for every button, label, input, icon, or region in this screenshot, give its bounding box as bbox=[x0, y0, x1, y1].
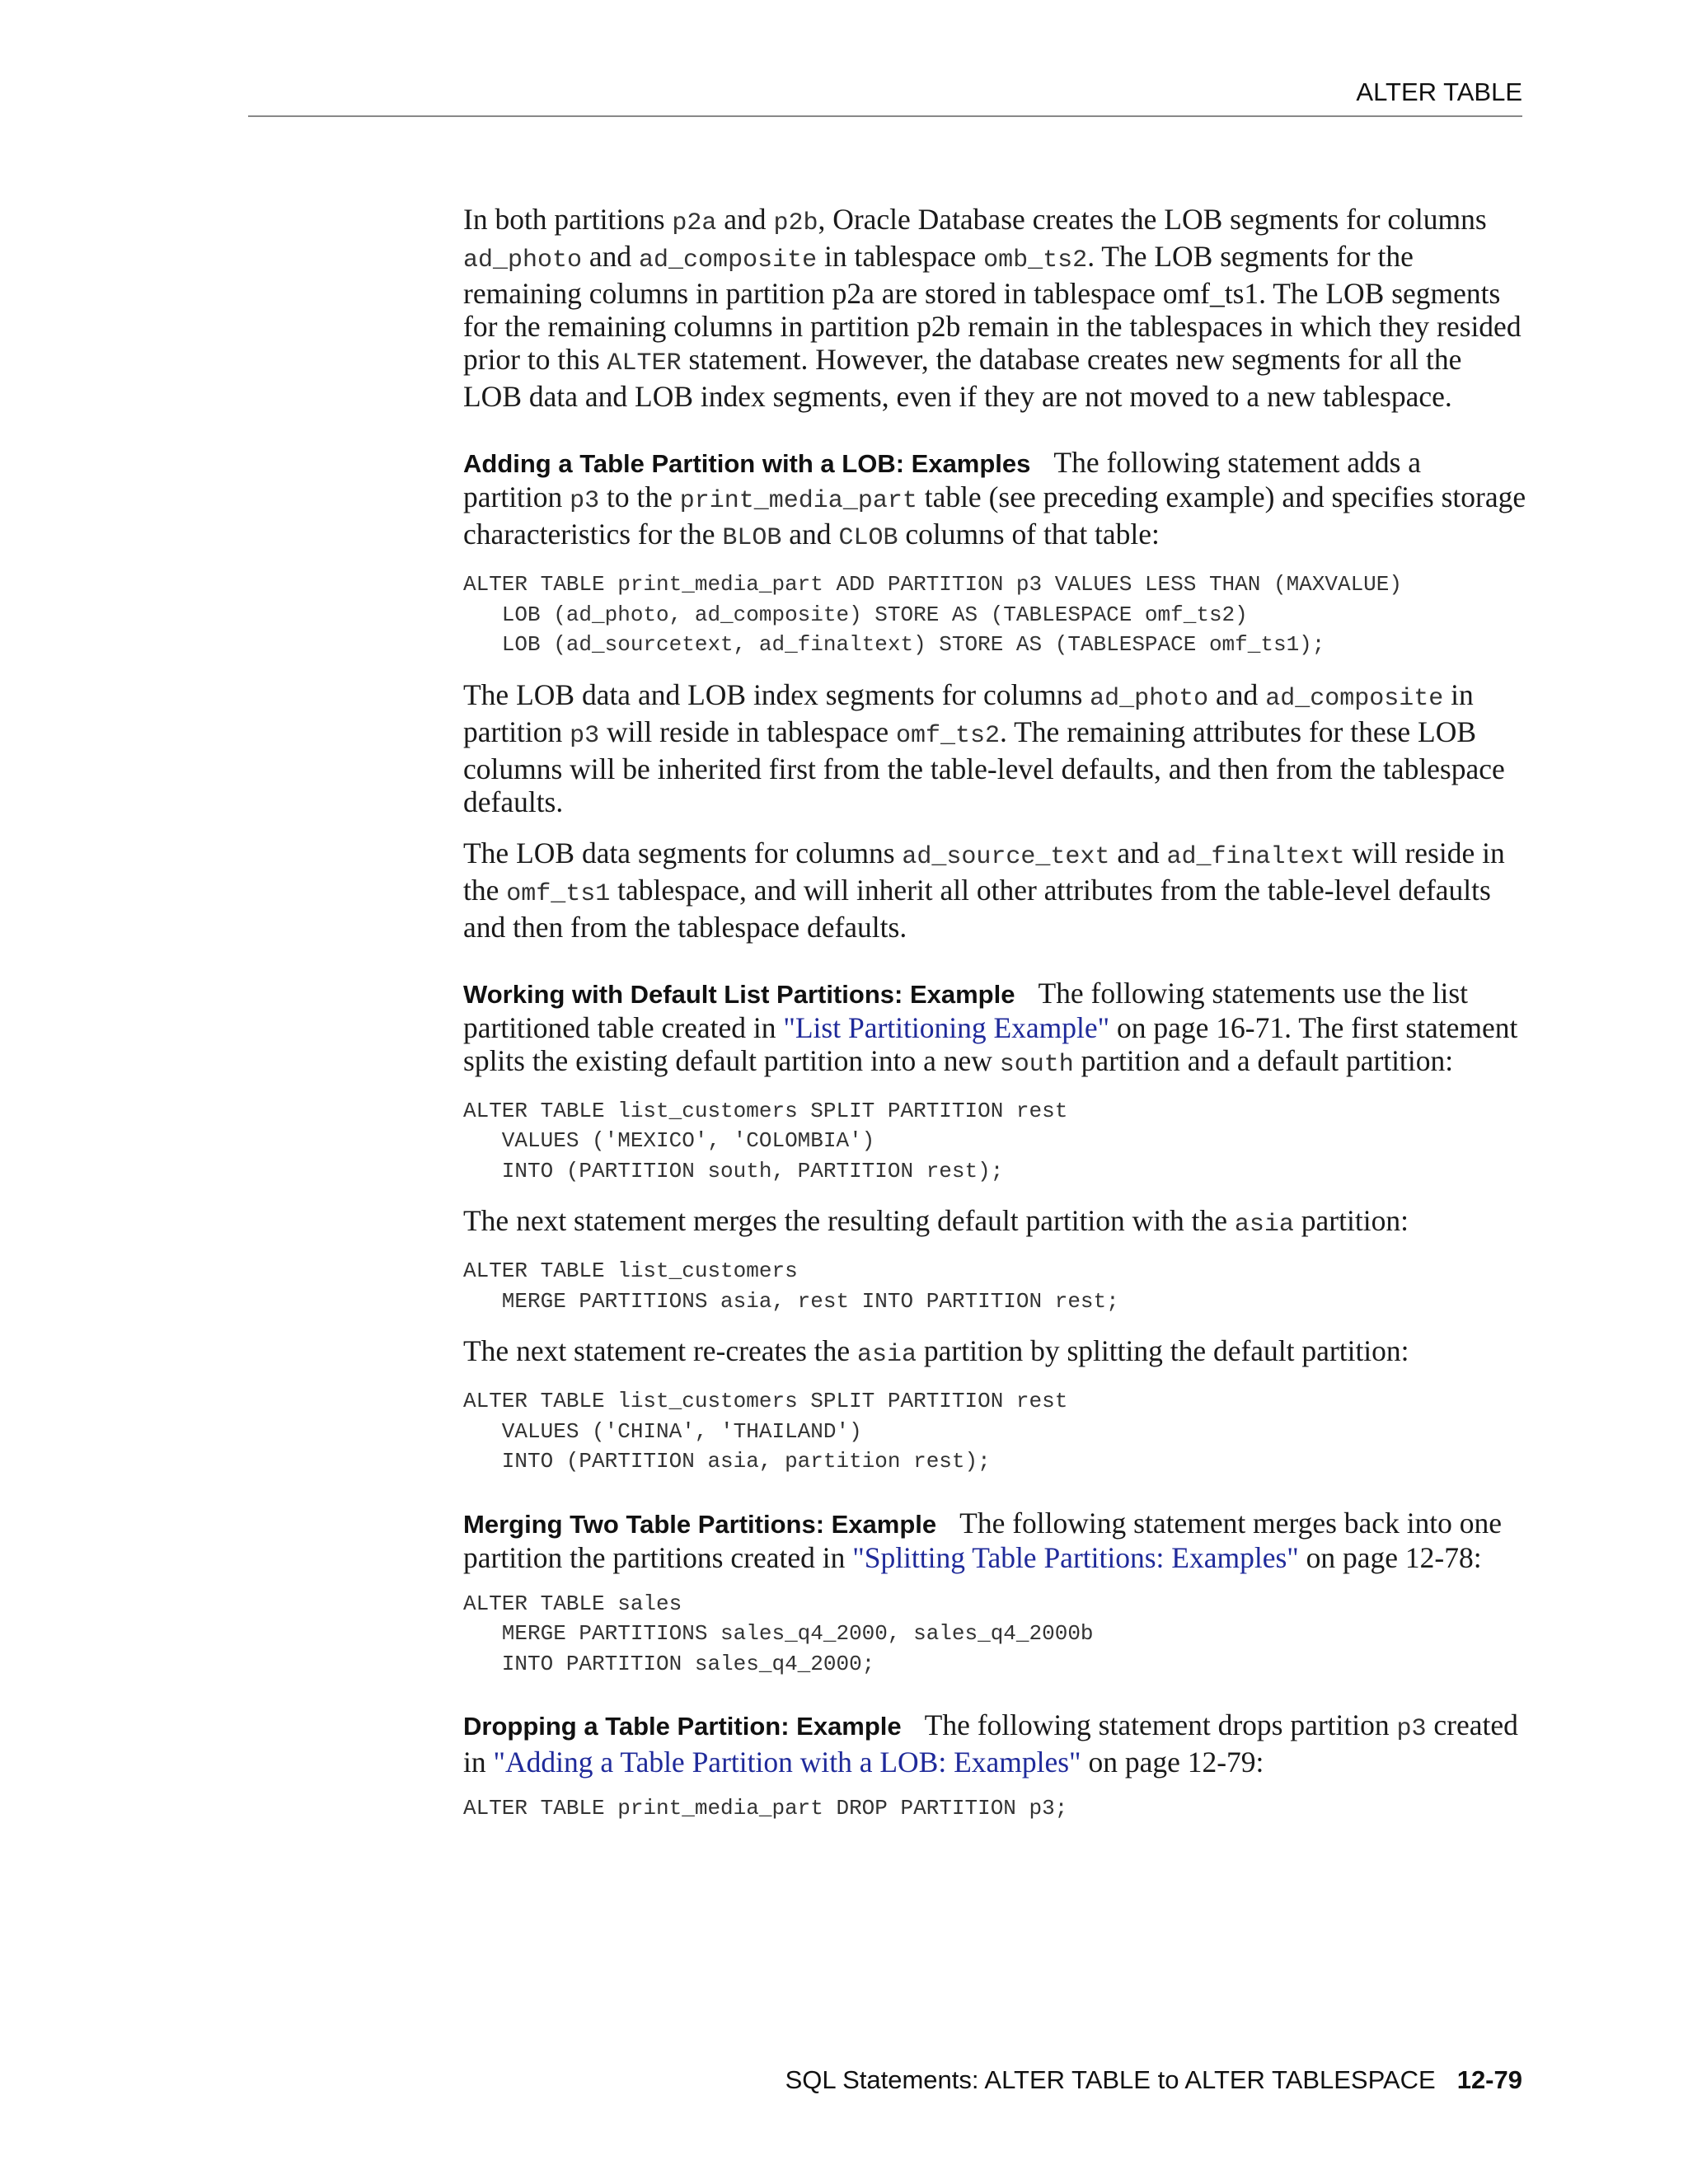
code-block-split-asia: ALTER TABLE list_customers SPLIT PARTITION rest VALUES ('CHINA', 'THAILAND') INTO (PARTITION asia, partition rest); bbox=[463, 1389, 1068, 1474]
text: in tablespace bbox=[817, 240, 984, 273]
inline-code: asia bbox=[857, 1341, 917, 1369]
text: and bbox=[781, 518, 839, 551]
text: . The remaining attributes for these LOB columns will be inherited first from the table-level defaults, and then from the tablespace defaults. bbox=[463, 715, 1505, 818]
running-header: ALTER TABLE bbox=[1356, 77, 1522, 106]
section-heading: Merging Two Table Partitions: Example bbox=[463, 1509, 937, 1539]
footer-title: SQL Statements: ALTER TABLE to ALTER TABLESPACE bbox=[785, 2065, 1436, 2094]
text: will reside in tablespace bbox=[599, 715, 896, 748]
section-heading: Working with Default List Partitions: Example bbox=[463, 979, 1015, 1009]
inline-code: omf_ts1 bbox=[506, 879, 611, 908]
inline-code: p3 bbox=[570, 487, 600, 515]
text: and bbox=[582, 240, 640, 273]
cross-reference-link[interactable]: "List Partitioning Example" bbox=[783, 1010, 1110, 1044]
page-footer bbox=[743, 2065, 1522, 2095]
inline-code: omb_ts2 bbox=[983, 246, 1088, 274]
inline-code: p3 bbox=[570, 721, 600, 750]
section-merging-partitions bbox=[463, 1507, 1526, 1574]
header-rule bbox=[248, 115, 1522, 117]
inline-code: omf_ts2 bbox=[895, 721, 1001, 750]
inline-code: ad_photo bbox=[463, 246, 583, 274]
paragraph-lob-data-segments bbox=[463, 837, 1526, 944]
page-number: 12-79 bbox=[1456, 2065, 1522, 2094]
text: The LOB data segments for columns bbox=[463, 836, 903, 869]
section-default-list-partitions bbox=[463, 977, 1526, 1081]
inline-code: asia bbox=[1234, 1211, 1294, 1239]
text: partition by splitting the default partition: bbox=[917, 1334, 1409, 1367]
text: to the bbox=[599, 480, 680, 513]
code-block-merge-sales: ALTER TABLE sales MERGE PARTITIONS sales_q4_2000, sales_q4_2000b INTO PARTITION sales_q4_2000; bbox=[463, 1591, 1094, 1676]
code-block-merge-partitions: ALTER TABLE list_customers MERGE PARTITIONS asia, rest INTO PARTITION rest; bbox=[463, 1258, 1119, 1314]
page-content bbox=[463, 203, 1526, 1842]
text: The next statement re-creates the bbox=[463, 1334, 858, 1367]
text: tablespace, and will inherit all other attributes from the table-level defaults and then from the tablespace defaults. bbox=[463, 873, 1491, 944]
inline-code: ad_source_text bbox=[902, 842, 1110, 871]
inline-code: p2b bbox=[773, 209, 818, 237]
code-block-drop-partition: ALTER TABLE print_media_part DROP PARTITION p3; bbox=[463, 1796, 1068, 1821]
text: The following statement drops partition bbox=[924, 1708, 1397, 1741]
paragraph-lob-segments bbox=[463, 203, 1526, 413]
text: created in bbox=[463, 1708, 1518, 1779]
inline-code: ad_composite bbox=[639, 246, 818, 274]
text: The following statement merges back into one partition the partitions created in bbox=[463, 1506, 1503, 1574]
cross-reference-link[interactable]: "Adding a Table Partition with a LOB: Examples" bbox=[493, 1746, 1081, 1779]
text: on page 16-71. The first statement splits the existing default partition into a new bbox=[463, 1010, 1518, 1077]
inline-code: p2a bbox=[672, 209, 717, 237]
text: table (see preceding example) and specifies storage characteristics for the bbox=[463, 480, 1526, 551]
text: on page 12-78: bbox=[1298, 1540, 1482, 1574]
text: columns of that table: bbox=[898, 518, 1160, 551]
text: , Oracle Database creates the LOB segments for columns bbox=[818, 203, 1487, 236]
text: partition and a default partition: bbox=[1073, 1043, 1454, 1077]
inline-code: p3 bbox=[1396, 1715, 1427, 1743]
text: . The LOB segments for the remaining columns in partition p2a are stored in tablespace omf_ts1. The LOB segments for the remaining columns in partition p2b remain in the tablespaces in which they resided prior to this bbox=[463, 240, 1522, 376]
text: In both partitions bbox=[463, 203, 673, 236]
section-heading: Dropping a Table Partition: Example bbox=[463, 1712, 902, 1741]
text: The following statement adds a partition bbox=[463, 446, 1422, 513]
text: and bbox=[716, 203, 774, 236]
code-block-add-partition: ALTER TABLE print_media_part ADD PARTITION p3 VALUES LESS THAN (MAXVALUE) LOB (ad_photo, ad_composite) STORE AS (TABLESPACE omf_ts2) LOB (ad_sourcetext, ad_finaltext) STORE AS (TABLESPACE omf_ts1); bbox=[463, 572, 1402, 657]
inline-code: CLOB bbox=[838, 524, 898, 552]
text: The following statements use the list partitioned table created in bbox=[463, 976, 1469, 1044]
text: and bbox=[1109, 836, 1167, 869]
paragraph-lob-index-segments bbox=[463, 678, 1526, 818]
inline-code: ad_photo bbox=[1090, 684, 1209, 713]
text: statement. However, the database creates new segments for all the LOB data and LOB index segments, even if they are not moved to a new tablespace. bbox=[463, 343, 1462, 413]
inline-code: ALTER bbox=[607, 349, 682, 377]
text: will reside in the bbox=[463, 836, 1505, 907]
text: and bbox=[1208, 677, 1266, 711]
text: partition: bbox=[1293, 1204, 1409, 1237]
text: on page 12-79: bbox=[1081, 1746, 1264, 1779]
text: The LOB data and LOB index segments for columns bbox=[463, 677, 1090, 711]
code-block-split-partition: ALTER TABLE list_customers SPLIT PARTITION rest VALUES ('MEXICO', 'COLOMBIA') INTO (PARTITION south, PARTITION rest); bbox=[463, 1098, 1068, 1183]
paragraph-recreate-asia bbox=[463, 1334, 1526, 1371]
inline-code: print_media_part bbox=[679, 487, 917, 515]
inline-code: south bbox=[999, 1050, 1074, 1079]
cross-reference-link[interactable]: "Splitting Table Partitions: Examples" bbox=[852, 1540, 1299, 1574]
section-heading: Adding a Table Partition with a LOB: Examples bbox=[463, 449, 1031, 478]
paragraph-merge-default bbox=[463, 1204, 1526, 1241]
inline-code: ad_finaltext bbox=[1166, 842, 1345, 871]
section-dropping-partition bbox=[463, 1708, 1526, 1779]
text: in partition bbox=[463, 677, 1474, 748]
section-adding-partition-lob bbox=[463, 446, 1526, 555]
text: The next statement merges the resulting default partition with the bbox=[463, 1204, 1235, 1237]
inline-code: ad_composite bbox=[1265, 684, 1444, 713]
inline-code: BLOB bbox=[722, 524, 782, 552]
